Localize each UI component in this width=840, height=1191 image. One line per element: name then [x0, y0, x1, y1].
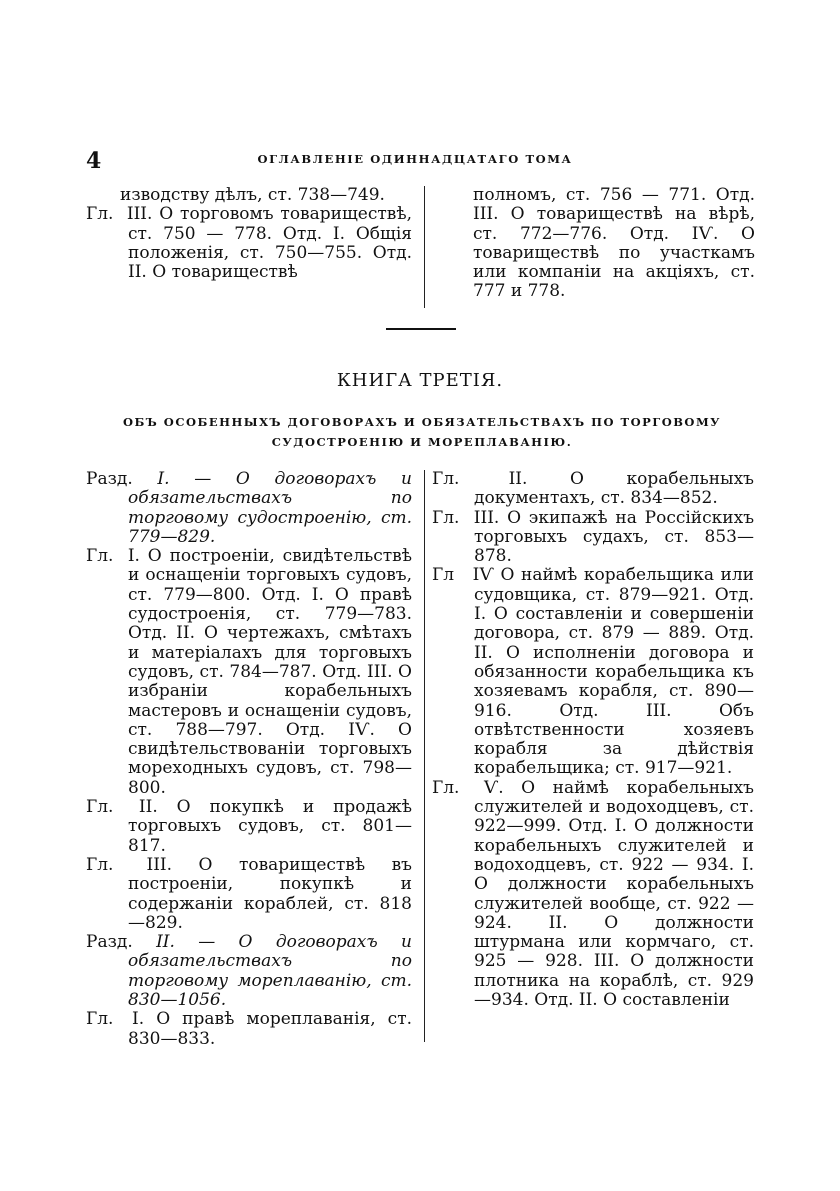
toc-entry [86, 856, 412, 933]
column-divider [424, 186, 425, 308]
entry-label: Гл. [86, 854, 114, 875]
toc-section-entry [86, 470, 412, 547]
entry-label: Гл. [432, 469, 460, 489]
entry-text: IѴ О наймѣ корабельщика или судовщика, ст. 879—921. Отд. I. О составленіи и совершеніи договора, ст. 879 — 889. Отд. II. О исполненіи договора и обязанности корабельщика къ хозяевамъ корабля, ст. 890—916. Отд. III. Объ отвѣтственности хозяевъ корабля за дѣйствія корабельщика; ст. 917—921. [472, 565, 754, 779]
entry-text: II. — О договорахъ и обязательствахъ по торговому мореплаванію, ст. 830—1056. [128, 932, 412, 1011]
entry-label: Гл. [86, 797, 114, 818]
entry-text: I. — О договорахъ и обязательствахъ по торговому судостроенію, ст. 779—829. [128, 469, 413, 547]
entry-text: III. О экипажѣ на Россійскихъ торговыхъ судахъ, ст. 853—878. [473, 507, 755, 567]
entry-label: Гл. [86, 204, 114, 225]
toc-entry [86, 1010, 412, 1049]
entry-label: Гл. [432, 507, 460, 528]
entry-text: I. О построеніи, свидѣтельствѣ и оснащеніи торговыхъ судовъ, ст. 779—800. Отд. I. О правѣ судостроенія, ст. 779—783. Отд. II. О чертежахъ, смѣтахъ и матеріалахъ для торговыхъ судовъ, ст. 784—787. Отд. III. О избраніи корабельныхъ мастеровъ и оснащеніи судовъ, ст. 788—797. Отд. IѴ. О свидѣтельствованіи торговыхъ мореходныхъ судовъ, ст. 798—800. [127, 546, 412, 798]
book-title: КНИГА ТРЕТІЯ. [336, 370, 504, 391]
entry-text: II. О покупкѣ и продажѣ торговыхъ судовъ, ст. 801—817. [128, 797, 413, 856]
entry-text: II. О корабельныхъ документахъ, ст. 834—852. [474, 469, 754, 509]
entry-text: III. О торговомъ товариществѣ, ст. 750 — 778. Отд. I. Общія положенія, ст. 750—755. Отд. II. О товариществѣ [126, 204, 412, 283]
entry-label: Гл [432, 565, 455, 586]
entry-text: изводству дѣлъ, ст. 738—749. [120, 185, 385, 205]
bottom-right-column [432, 470, 754, 1010]
toc-entry [473, 186, 755, 302]
toc-entry [86, 205, 412, 282]
section-rule [386, 328, 456, 330]
toc-entry [86, 798, 412, 856]
bottom-left-column [86, 470, 412, 1049]
toc-entry [432, 779, 754, 1011]
entry-label: Гл. [432, 777, 460, 798]
entry-text: I. О правѣ мореплаванія, ст. 830—833. [128, 1009, 412, 1049]
entry-label: Разд. [86, 932, 133, 953]
entry-text: III. О товариществѣ въ построеніи, покупкѣ и содержаніи кораблей, ст. 818—829. [128, 854, 413, 933]
entry-text: Ѵ. О наймѣ корабельныхъ служителей и водоходцевъ, ст. 922—999. Отд. I. О должности корабельныхъ служителей и водоходцевъ, ст. 922 — 934. I. О должности корабельныхъ служителей вообще, ст. 922 — 924. II. О должности штурмана или кормчаго, ст. 925 — 928. III. О должности плотника на кораблѣ, ст. 929—934. Отд. II. О составленіи [474, 777, 754, 1011]
entry-label: Гл. [86, 1009, 114, 1030]
entry-label: Разд. [86, 469, 133, 489]
entry-label: Гл. [86, 546, 114, 567]
toc-entry [86, 547, 412, 798]
entry-text: полномъ, ст. 756 — 771. Отд. III. О товариществѣ на вѣрѣ, ст. 772—776. Отд. IѴ. О товариществѣ по участкамъ или компаніи на акціяхъ, ст. 777 и 778. [473, 185, 755, 302]
running-title: ОГЛАВЛЕНІЕ ОДИННАДЦАТАГО ТОМА [257, 152, 573, 166]
toc-entry [432, 509, 754, 567]
column-divider [424, 470, 425, 1042]
page-number: 4 [86, 148, 102, 174]
top-right-column [473, 186, 755, 302]
toc-entry [86, 186, 412, 205]
book-subtitle: ОБЪ ОСОБЕННЫХЪ ДОГОВОРАХЪ И ОБЯЗАТЕЛЬСТВАХЪ ПО ТОРГОВОМУ СУДОСТРОЕНІЮ И МОРЕПЛАВАНІЮ. [122, 415, 722, 449]
toc-section-entry [86, 933, 412, 1010]
toc-entry [432, 566, 754, 778]
toc-entry [432, 470, 754, 509]
top-left-column [86, 186, 412, 282]
